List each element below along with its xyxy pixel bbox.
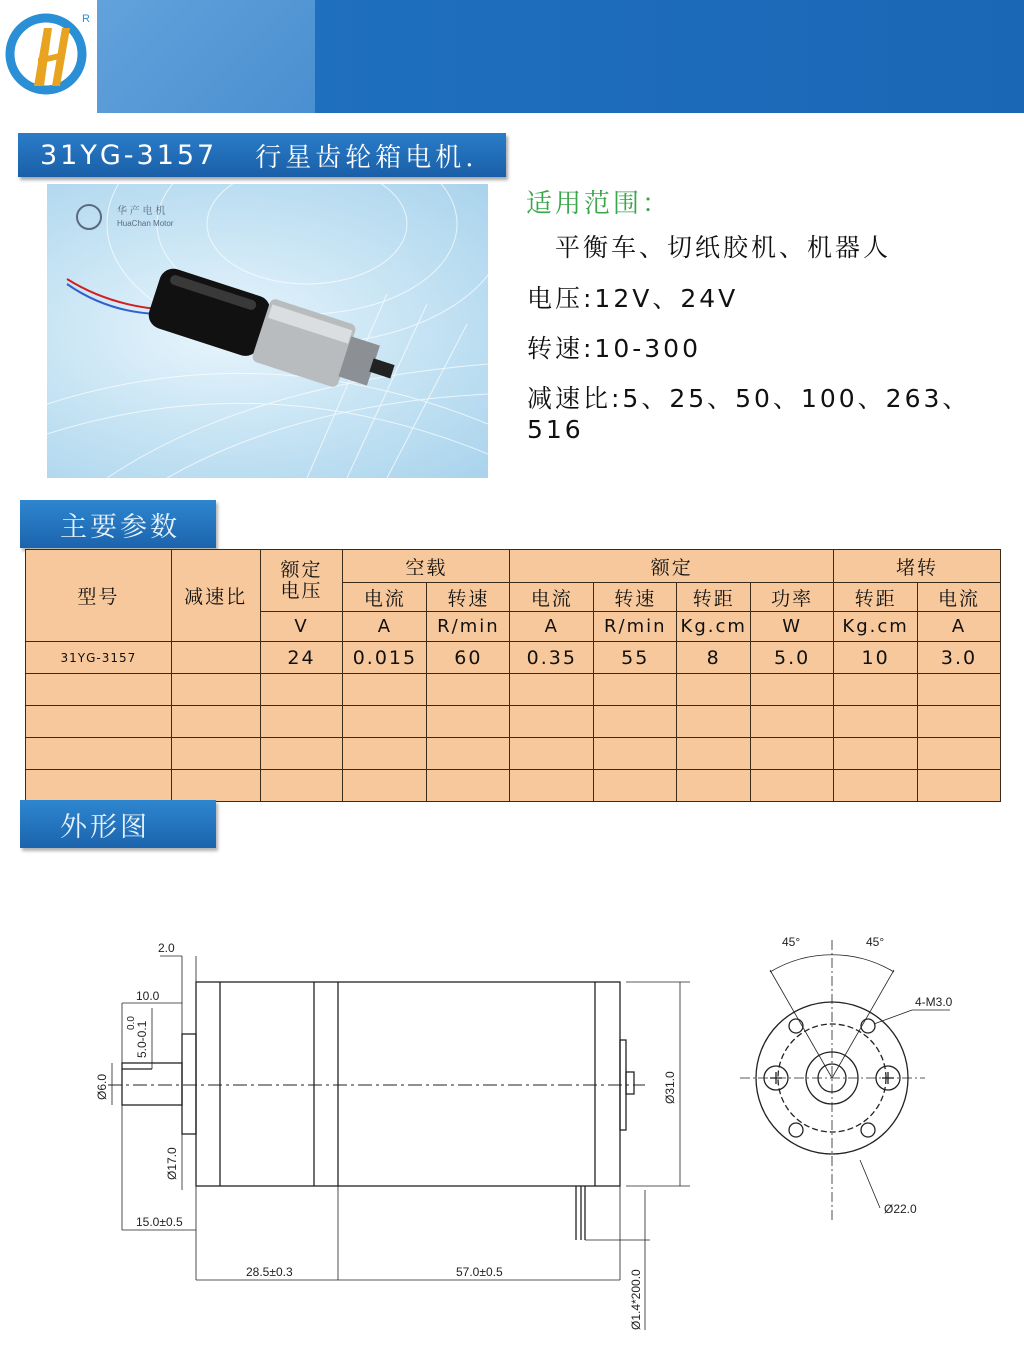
motor-image bbox=[47, 184, 488, 478]
cell-rated-current bbox=[510, 738, 594, 770]
angle-right: 45° bbox=[866, 935, 885, 949]
cell-model bbox=[26, 706, 172, 738]
scope-label: 适用范围： bbox=[526, 189, 672, 219]
cell-stall-torque bbox=[834, 706, 918, 738]
header-voltage: 额定 电压 bbox=[260, 550, 343, 612]
section-tab-outline: 外形图 bbox=[20, 800, 216, 848]
subheader-rated-speed: 转速 bbox=[594, 583, 677, 612]
product-title-bar bbox=[18, 133, 506, 177]
cell-stall-current bbox=[918, 770, 1001, 802]
cell-noload-speed bbox=[427, 706, 510, 738]
cell-rated-current bbox=[510, 770, 594, 802]
cell-rated-speed bbox=[594, 738, 677, 770]
cell-voltage bbox=[260, 770, 343, 802]
dim-2: 2.0 bbox=[158, 941, 175, 955]
unit-rated-speed: R/min bbox=[594, 612, 677, 642]
header-noload: 空载 bbox=[343, 550, 510, 583]
cell-ratio bbox=[171, 706, 260, 738]
dim-28: 28.5±0.3 bbox=[246, 1265, 293, 1279]
cell-rated-power bbox=[751, 738, 834, 770]
front-boss bbox=[182, 1034, 196, 1134]
cell-model bbox=[26, 738, 172, 770]
table-row bbox=[26, 738, 1001, 770]
cell-rated-power bbox=[751, 706, 834, 738]
dim-shaft: Ø6.0 bbox=[95, 1073, 109, 1100]
product-photo bbox=[47, 184, 488, 478]
cell-rated-torque: 8 bbox=[677, 642, 751, 674]
cell-noload-current: 0.015 bbox=[343, 642, 427, 674]
spec-speed: 转速:10-300 bbox=[527, 334, 701, 363]
cell-noload-current bbox=[343, 706, 427, 738]
scope-value: 平衡车、切纸胶机、机器人 bbox=[555, 233, 892, 262]
cell-ratio bbox=[171, 642, 260, 674]
header-banner bbox=[315, 0, 1024, 113]
subheader-rated-torque: 转距 bbox=[677, 583, 751, 612]
cell-ratio bbox=[171, 674, 260, 706]
cell-stall-current bbox=[918, 674, 1001, 706]
cell-voltage: 24 bbox=[260, 642, 343, 674]
photo-brand-cn: 华 产 电 机 bbox=[117, 206, 166, 217]
pcd-label: Ø22.0 bbox=[884, 1202, 917, 1216]
dim-5: 5.0-0.1 bbox=[135, 1020, 149, 1058]
cell-stall-torque bbox=[834, 770, 918, 802]
dim-57: 57.0±0.5 bbox=[456, 1265, 503, 1279]
dim-10: 10.0 bbox=[136, 989, 160, 1003]
unit-rated-torque: Kg.cm bbox=[677, 612, 751, 642]
cell-model bbox=[26, 674, 172, 706]
unit-rated-power: W bbox=[751, 612, 834, 642]
cell-rated-current: 0.35 bbox=[510, 642, 594, 674]
cell-ratio bbox=[171, 738, 260, 770]
angle-left: 45° bbox=[782, 935, 801, 949]
cell-rated-speed bbox=[594, 770, 677, 802]
dim-wire: Ø1.4*200.0 bbox=[629, 1269, 643, 1330]
holes-label: 4-M3.0 bbox=[915, 995, 953, 1009]
cell-voltage bbox=[260, 706, 343, 738]
brand-logo bbox=[4, 8, 92, 96]
spec-voltage: 电压:12V、24V bbox=[527, 284, 739, 313]
registered-mark: R bbox=[82, 13, 90, 25]
cell-noload-current bbox=[343, 674, 427, 706]
header-rated: 额定 bbox=[510, 550, 834, 583]
unit-stall-current: A bbox=[918, 612, 1001, 642]
cell-stall-current bbox=[918, 738, 1001, 770]
cell-voltage bbox=[260, 674, 343, 706]
cell-rated-power bbox=[751, 674, 834, 706]
cell-noload-current bbox=[343, 738, 427, 770]
header-model: 型号 bbox=[26, 550, 172, 642]
subheader-rated-current: 电流 bbox=[510, 583, 594, 612]
cell-stall-current: 3.0 bbox=[918, 642, 1001, 674]
cell-rated-torque bbox=[677, 770, 751, 802]
dim-17: Ø17.0 bbox=[165, 1147, 179, 1180]
subheader-stall-current: 电流 bbox=[918, 583, 1001, 612]
dim-15: 15.0±0.5 bbox=[136, 1215, 183, 1229]
cell-noload-speed: 60 bbox=[427, 642, 510, 674]
cell-stall-torque: 10 bbox=[834, 642, 918, 674]
table-row bbox=[26, 642, 1001, 674]
cell-rated-current bbox=[510, 706, 594, 738]
cell-rated-power: 5.0 bbox=[751, 642, 834, 674]
cell-stall-torque bbox=[834, 674, 918, 706]
cell-voltage bbox=[260, 738, 343, 770]
unit-stall-torque: Kg.cm bbox=[834, 612, 918, 642]
subheader-noload-current: 电流 bbox=[343, 583, 427, 612]
cell-rated-speed bbox=[594, 706, 677, 738]
cell-noload-speed bbox=[427, 770, 510, 802]
subheader-stall-torque: 转距 bbox=[834, 583, 918, 612]
header-stall: 堵转 bbox=[834, 550, 1001, 583]
cell-rated-speed: 55 bbox=[594, 642, 677, 674]
cell-rated-power bbox=[751, 770, 834, 802]
cell-rated-torque bbox=[677, 706, 751, 738]
parameters-table bbox=[25, 549, 1001, 802]
product-model: 31YG-3157 bbox=[40, 139, 218, 171]
cell-rated-speed bbox=[594, 674, 677, 706]
section-tab-params: 主要参数 bbox=[20, 500, 216, 548]
cell-stall-torque bbox=[834, 738, 918, 770]
header-accent-panel bbox=[97, 0, 315, 113]
cell-stall-current bbox=[918, 706, 1001, 738]
photo-brand-en: HuaChan Motor bbox=[117, 219, 174, 228]
outline-drawing bbox=[0, 860, 1024, 1360]
subheader-noload-speed: 转速 bbox=[427, 583, 510, 612]
cell-noload-speed bbox=[427, 738, 510, 770]
unit-noload-current: A bbox=[343, 612, 427, 642]
dim-31: Ø31.0 bbox=[663, 1071, 677, 1104]
unit-noload-speed: R/min bbox=[427, 612, 510, 642]
dim-5-tolerance: 0.0 bbox=[126, 1016, 137, 1030]
table-row bbox=[26, 674, 1001, 706]
spec-ratio: 减速比:5、25、50、100、263、516 bbox=[527, 384, 971, 444]
table-row bbox=[26, 706, 1001, 738]
motor-body-outline bbox=[196, 982, 620, 1186]
unit-rated-current: A bbox=[510, 612, 594, 642]
table-row bbox=[26, 770, 1001, 802]
cell-ratio bbox=[171, 770, 260, 802]
cell-model: 31YG-3157 bbox=[26, 642, 172, 674]
cell-model bbox=[26, 770, 172, 802]
unit-voltage: V bbox=[260, 612, 343, 642]
cell-rated-current bbox=[510, 674, 594, 706]
header-ratio: 减速比 bbox=[171, 550, 260, 642]
subheader-rated-power: 功率 bbox=[751, 583, 834, 612]
product-name: 行星齿轮箱电机. bbox=[255, 142, 478, 173]
cell-noload-current bbox=[343, 770, 427, 802]
cell-noload-speed bbox=[427, 674, 510, 706]
photo-logo-icon bbox=[77, 205, 101, 229]
cell-rated-torque bbox=[677, 674, 751, 706]
cell-rated-torque bbox=[677, 738, 751, 770]
